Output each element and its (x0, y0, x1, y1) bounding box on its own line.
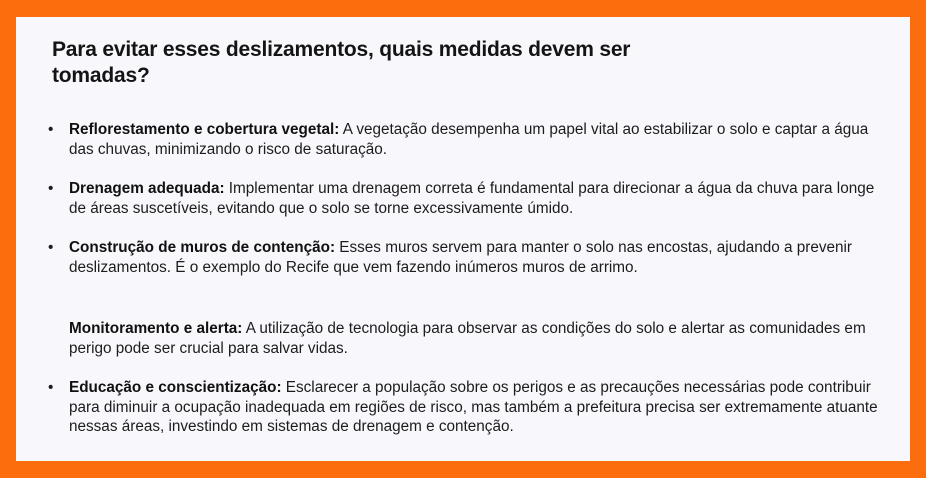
item-text: A vegetação desempenha um papel vital ao estabilizar o solo e captar a água das chuvas, minimizando o risco de saturação. (69, 121, 869, 158)
item-label: Monitoramento e alerta: (69, 320, 243, 337)
bullet-marker: • (48, 239, 54, 256)
page-title: Para evitar esses deslizamentos, quais medidas devem ser tomadas? (52, 38, 631, 87)
list-item-reflorestamento (69, 120, 889, 159)
content-card (16, 17, 910, 461)
item-text: A utilização de tecnologia para observar as condições do solo e alertar as comunidades em perigo pode ser crucial para salvar vidas. (69, 320, 866, 357)
list-item-drenagem (69, 179, 889, 218)
bullet-marker: • (48, 379, 54, 396)
item-text: Esclarecer a população sobre os perigos e as precauções necessárias pode contribuir para diminuir a ocupação inadequada em regiões de risco, mas também a prefeitura precisa ser extremamente atuante nessas áreas, investindo em sistemas de drenagem e contenção. (69, 379, 878, 435)
list-item-muros-contencao (69, 238, 889, 277)
item-label: Educação e conscientização: (69, 379, 282, 396)
list-item-monitoramento (69, 319, 889, 358)
item-text: Implementar uma drenagem correta é fundamental para direcionar a água da chuva para longe de áreas suscetíveis, evitando que o solo se torne excessivamente úmido. (69, 180, 875, 217)
item-label: Construção de muros de contenção: (69, 239, 336, 256)
list-item-educacao (69, 378, 889, 437)
item-text: Esses muros servem para manter o solo nas encostas, ajudando a prevenir deslizamentos. É o exemplo do Recife que vem fazendo inúmeros muros de arrimo. (69, 239, 853, 276)
item-label: Reflorestamento e cobertura vegetal: (69, 121, 340, 138)
item-label: Drenagem adequada: (69, 180, 225, 197)
bullet-marker: • (48, 121, 54, 138)
bullet-marker: • (48, 180, 54, 197)
